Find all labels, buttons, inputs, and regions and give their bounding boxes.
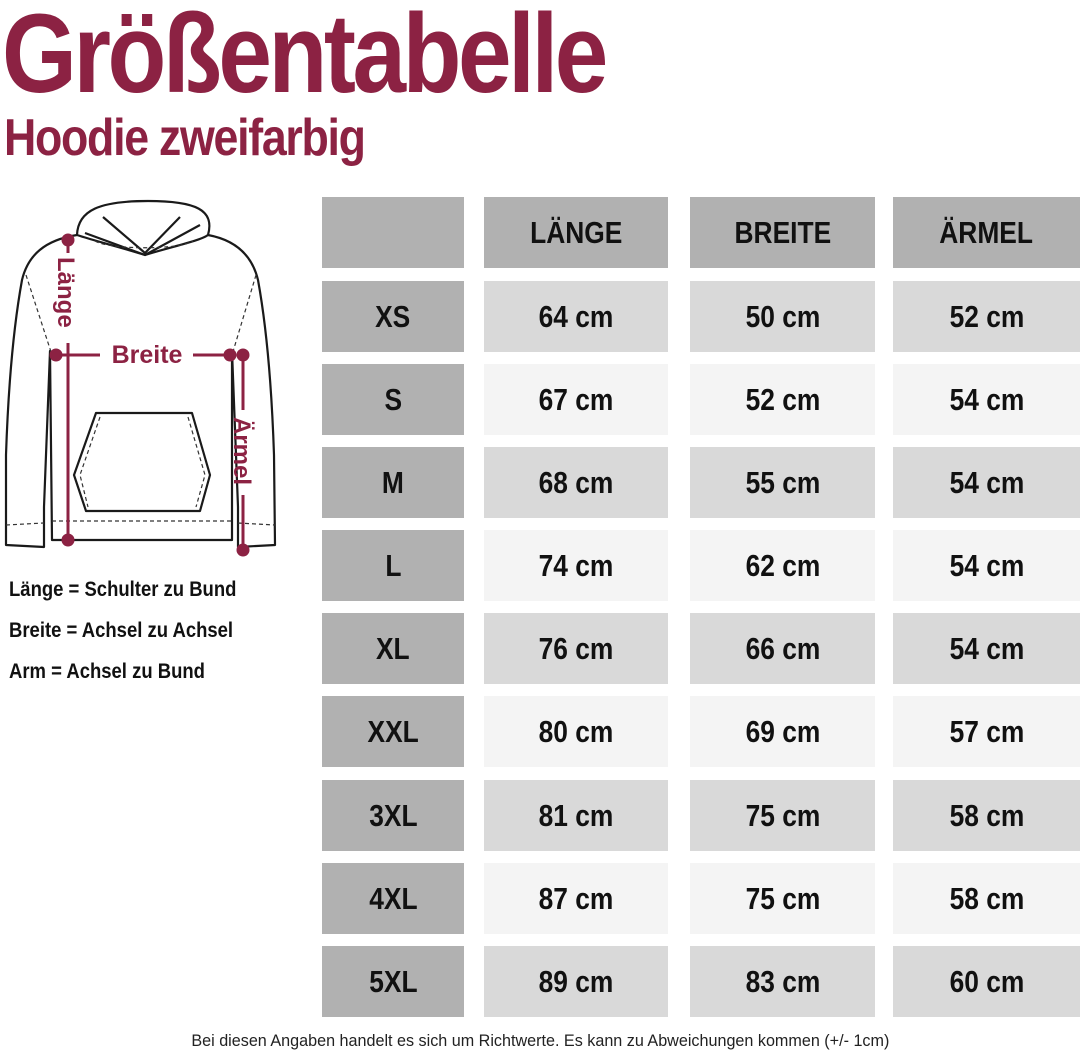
table-cell: 80 cm — [484, 696, 668, 767]
table-cell: 54 cm — [893, 447, 1080, 518]
table-cell: 50 cm — [690, 281, 875, 352]
table-cell: 57 cm — [893, 696, 1080, 767]
disclaimer-footnote: Bei diesen Angaben handelt es sich um Richtwerte. Es kann zu Abweichungen kommen (+/- 1cm) — [191, 1031, 889, 1050]
size-label-l: L — [322, 530, 464, 601]
table-cell: 75 cm — [690, 863, 875, 934]
table-cell: 89 cm — [484, 946, 668, 1017]
sleeve-label: Ärmel — [228, 417, 255, 486]
page-title: Größentabelle — [2, 0, 605, 116]
hoodie-outline-icon — [0, 195, 300, 565]
hoodie-measurement-diagram — [0, 195, 300, 565]
table-cell: 69 cm — [690, 696, 875, 767]
column-header-sleeve: ÄRMEL — [893, 197, 1080, 268]
size-label-m: M — [322, 447, 464, 518]
size-label-5xl: 5XL — [322, 946, 464, 1017]
size-label-xs: XS — [322, 281, 464, 352]
legend-width: Breite = Achsel zu Achsel — [9, 619, 234, 642]
width-label: Breite — [111, 341, 183, 369]
table-cell: 76 cm — [484, 613, 668, 684]
header-corner-cell — [322, 197, 464, 268]
table-cell: 62 cm — [690, 530, 875, 601]
column-header-length: LÄNGE — [484, 197, 668, 268]
table-cell: 52 cm — [690, 364, 875, 435]
column-header-width: BREITE — [690, 197, 875, 268]
table-cell: 52 cm — [893, 281, 1080, 352]
table-cell: 67 cm — [484, 364, 668, 435]
table-cell: 87 cm — [484, 863, 668, 934]
table-cell: 60 cm — [893, 946, 1080, 1017]
table-cell: 81 cm — [484, 780, 668, 851]
size-label-4xl: 4XL — [322, 863, 464, 934]
size-label-3xl: 3XL — [322, 780, 464, 851]
table-cell: 74 cm — [484, 530, 668, 601]
legend-sleeve: Arm = Achsel zu Bund — [9, 660, 205, 683]
size-label-xl: XL — [322, 613, 464, 684]
table-cell: 66 cm — [690, 613, 875, 684]
size-label-xxl: XXL — [322, 696, 464, 767]
table-cell: 58 cm — [893, 780, 1080, 851]
length-label: Länge — [52, 257, 79, 328]
table-cell: 68 cm — [484, 447, 668, 518]
legend-length: Länge = Schulter zu Bund — [9, 578, 237, 601]
table-cell: 83 cm — [690, 946, 875, 1017]
table-cell: 55 cm — [690, 447, 875, 518]
table-cell: 54 cm — [893, 613, 1080, 684]
table-cell: 64 cm — [484, 281, 668, 352]
table-cell: 54 cm — [893, 530, 1080, 601]
table-cell: 58 cm — [893, 863, 1080, 934]
measurement-legend — [9, 576, 267, 699]
table-cell: 75 cm — [690, 780, 875, 851]
table-cell: 54 cm — [893, 364, 1080, 435]
size-label-s: S — [322, 364, 464, 435]
page-subtitle: Hoodie zweifarbig — [4, 109, 365, 167]
